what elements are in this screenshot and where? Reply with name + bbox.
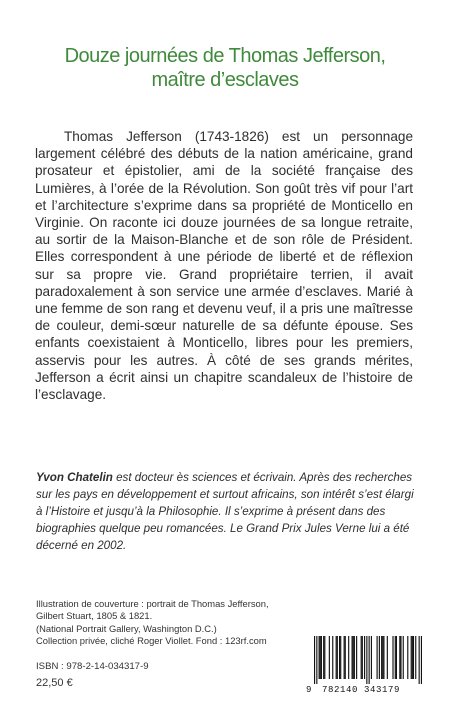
barcode-bar — [387, 636, 388, 679]
barcode-bar — [400, 636, 401, 679]
barcode-bar — [324, 636, 325, 679]
author-name: Yvon Chatelin — [36, 471, 113, 484]
barcode-bar — [361, 636, 362, 679]
barcode-bar — [316, 636, 317, 684]
book-title — [40, 44, 410, 92]
author-bio — [36, 469, 418, 554]
barcode-bar — [371, 636, 372, 679]
credits-line-4: Collection privée, cliché Roger Viollet. Fond : 123rf.com — [36, 635, 267, 647]
credits-line-3: (National Portrait Gallery, Washington D.C.) — [36, 622, 217, 634]
barcode-digits: 782140 343179 — [322, 685, 401, 695]
barcode-bar — [415, 636, 416, 679]
barcode-bar — [345, 636, 346, 679]
barcode-bar — [354, 636, 355, 679]
barcode-bar — [336, 636, 337, 679]
barcode-bar — [419, 636, 420, 684]
barcode-bar — [383, 636, 384, 679]
barcode-bar — [329, 636, 330, 679]
barcode-bar — [323, 636, 324, 679]
barcode-bar — [352, 636, 353, 679]
barcode-bar — [339, 636, 340, 679]
author-bio-text: est docteur ès sciences et écrivain. Après des recherches sur les pays en développement et surtout africains, son intérêt s’est élargi à l’Histoire et jusqu’à la Philosophie. Il s’exprime à présent dans des biographies quelque peu romancées. Le Grand Prix Jules Verne lui a été décerné en 2002. — [36, 471, 414, 552]
barcode-bar — [320, 636, 321, 679]
barcode-bar — [321, 636, 322, 679]
barcode — [306, 636, 424, 698]
barcode-bar — [377, 636, 378, 679]
book-title-line-2: maître d’esclaves — [151, 69, 299, 91]
barcode-bar — [366, 636, 367, 684]
barcode-bar — [332, 636, 333, 679]
price: 22,50 € — [36, 677, 73, 689]
barcode-bar — [392, 636, 393, 679]
credits-line-1: Illustration de couverture : portrait de Thomas Jefferson, — [36, 598, 269, 609]
barcode-bar — [411, 636, 412, 679]
barcode-bar — [379, 636, 380, 679]
credits-line-2: Gilbert Stuart, 1805 & 1821. — [36, 610, 153, 622]
barcode-bar — [403, 636, 404, 679]
barcode-bar — [344, 636, 345, 679]
barcode-bar — [362, 636, 363, 679]
barcode-bar — [407, 636, 408, 679]
barcode-bar — [319, 636, 320, 679]
barcode-bar — [340, 636, 341, 679]
barcode-bars — [314, 636, 422, 684]
barcode-bar — [353, 636, 354, 679]
isbn: ISBN : 978-2-14-034317-9 — [36, 661, 149, 672]
barcode-bar — [421, 636, 422, 684]
book-title-line-1: Douze journées de Thomas Jefferson, — [64, 45, 386, 67]
barcode-bar — [396, 636, 397, 679]
barcode-bar — [348, 636, 349, 679]
barcode-bar — [381, 636, 382, 679]
barcode-bar — [382, 636, 383, 679]
barcode-bar — [412, 636, 413, 679]
barcode-first-digit: 9 — [306, 685, 312, 695]
barcode-bar — [337, 636, 338, 679]
cover-credits — [36, 598, 296, 648]
barcode-bar — [413, 636, 414, 679]
barcode-bar — [399, 636, 400, 679]
barcode-bar — [395, 636, 396, 679]
barcode-bar — [369, 636, 370, 684]
barcode-bar — [314, 636, 315, 684]
barcode-bar — [356, 636, 357, 679]
barcode-bar — [364, 636, 365, 679]
book-summary: Thomas Jefferson (1743-1826) est un personnage largement célébré des débuts de la nation américaine, grand prosateur et épistolier, ami de la société française des Lumières, à l’orée de la Révolution. Son goût très vif pour l’art et l’architecture s’exprime dans sa propriété de Monticello en Virginie. On raconte ici douze journées de sa longue retraite, au sortir de la Maison-Blanche et de son rôle de Président. Elles correspondent à une période de liberté et de réflexion sur sa propre vie. Grand propriétaire terrien, il avait paradoxalement à son service une armée d’esclaves. Marié à une femme de son rang et devenu veuf, il a pris une maîtresse de couleur, demi-sœur naturelle de sa défunte épouse. Ses enfants coexistaient à Monticello, libres pour les premiers, asservis pour les autres. À côté de ses grands mérites, Jefferson a écrit ainsi un chapitre scandaleux de l’histoire de l’esclavage. — [35, 129, 413, 403]
